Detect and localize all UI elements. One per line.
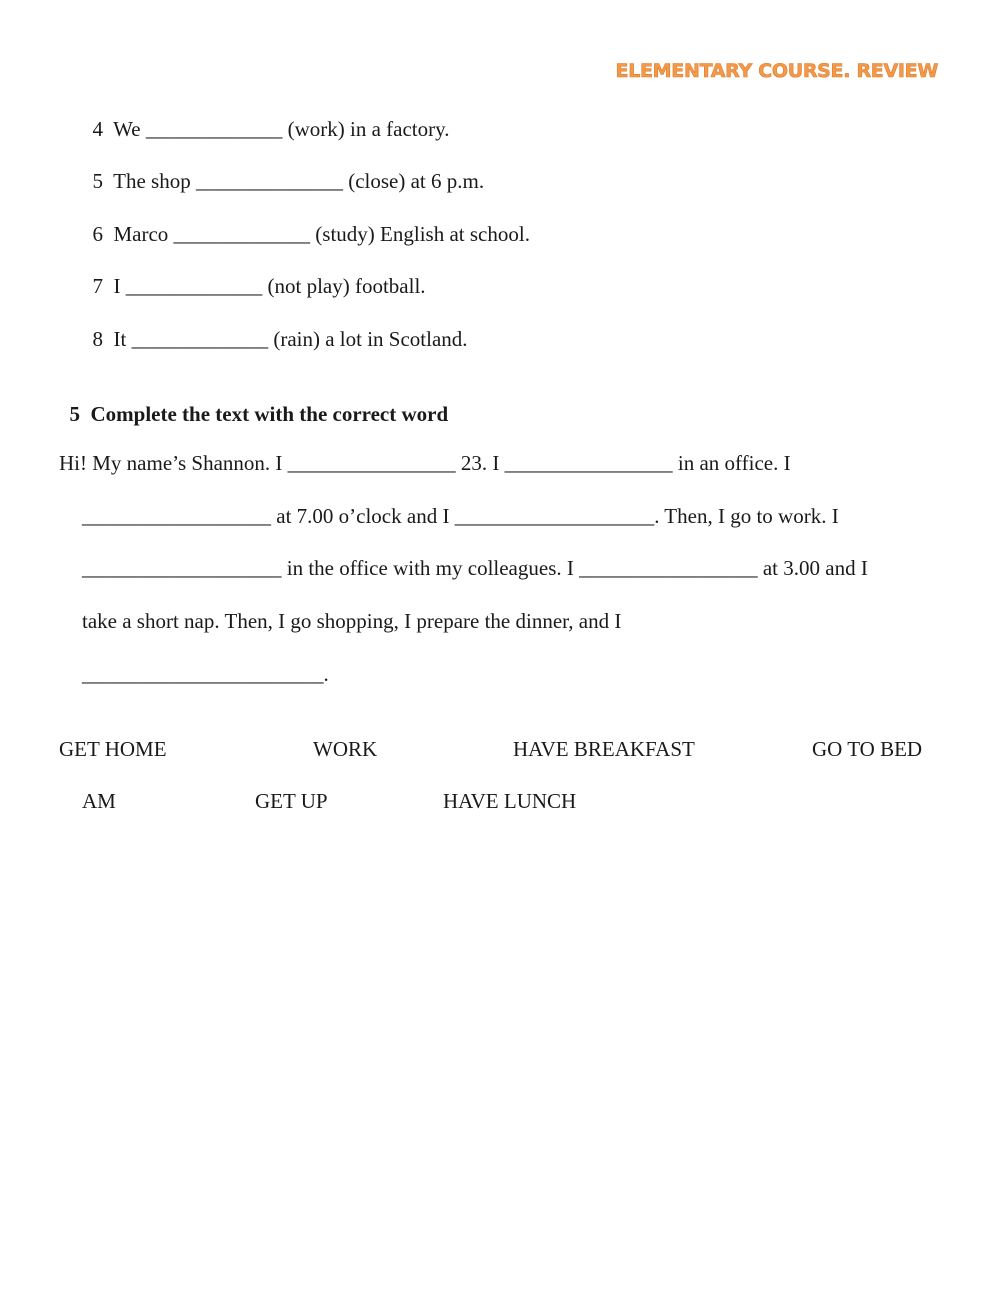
exercise-item (82, 300, 468, 352)
word-bank-item: HAVE BREAKFAST (513, 737, 695, 761)
page-header-title: ELEMENTARY COURSE. REVIEW (615, 60, 938, 82)
exercise-item (82, 142, 484, 194)
item-number: 5 (92, 169, 103, 193)
item-text: Marco _____________ (study) English at school. (113, 222, 530, 246)
paragraph-line: ___________________ in the office with my colleagues. I _________________ at 3.00 and I (82, 556, 868, 580)
exercise-heading (59, 375, 448, 427)
paragraph-line: _______________________. (82, 662, 329, 686)
word-bank-item: AM (82, 789, 116, 813)
paragraph-line: __________________ at 7.00 o’clock and I ___________________. Then, I go to work. I (82, 504, 839, 528)
paragraph-line: take a short nap. Then, I go shopping, I prepare the dinner, and I (82, 609, 622, 633)
word-bank-item: WORK (313, 737, 378, 761)
exercise-item (82, 247, 426, 299)
word-bank-item: GET UP (255, 789, 328, 813)
paragraph-line: Hi! My name’s Shannon. I ________________ 23. I ________________ in an office. I (59, 451, 791, 475)
item-text: The shop ______________ (close) at 6 p.m. (113, 169, 485, 193)
exercise-title: Complete the text with the correct word (90, 402, 449, 426)
item-number: 8 (92, 327, 103, 351)
item-number: 4 (92, 117, 103, 141)
word-bank-item: HAVE LUNCH (443, 789, 577, 813)
word-bank-item: GET HOME (59, 737, 167, 761)
exercise-item (82, 90, 449, 142)
exercise-number: 5 (69, 402, 80, 426)
item-text: It _____________ (rain) a lot in Scotland. (113, 327, 468, 351)
word-bank-item: GO TO BED (812, 737, 923, 761)
item-number: 6 (92, 222, 103, 246)
item-text: I _____________ (not play) football. (113, 274, 426, 298)
item-text: We _____________ (work) in a factory. (113, 117, 450, 141)
item-number: 7 (92, 274, 103, 298)
exercise-item (82, 195, 530, 247)
